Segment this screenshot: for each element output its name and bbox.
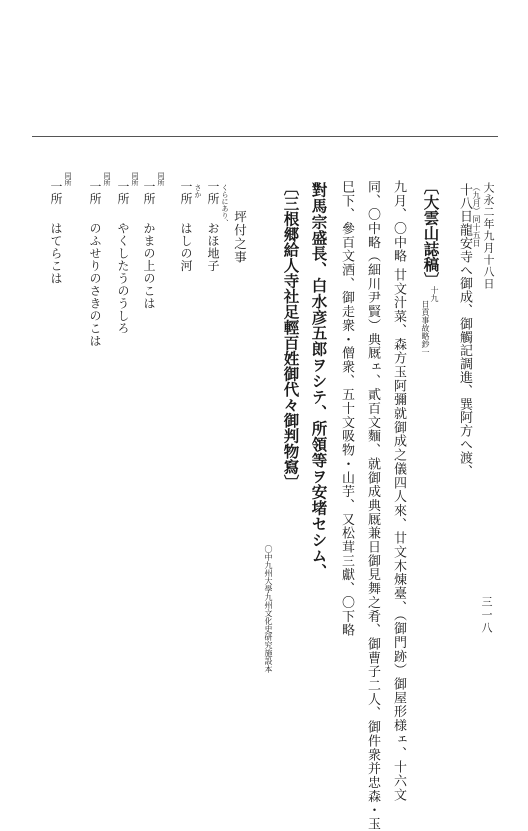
item-6-label: 一所 — [49, 180, 63, 205]
body-line-4: 巳下、參百文酒、御走衆・僧衆、五十文吸物・山芋、又松茸三獻、〇下略 — [339, 180, 354, 638]
item-1-label: 一所 — [206, 180, 220, 205]
item-4-label: 一所 — [116, 180, 130, 205]
running-head-date: 大永二年九月十八日 — [482, 182, 495, 290]
item-4-text: やくしたうのうしろ — [116, 222, 130, 335]
header-rule — [32, 136, 498, 137]
source1-note-num: 十九 — [430, 286, 439, 302]
item-5-label: 一所 — [88, 180, 102, 205]
item-3-label: 一所 — [142, 180, 156, 205]
doc-title: 坪付之事 — [232, 210, 248, 264]
source1-title: 〔大雲山誌稿〕 — [421, 179, 441, 288]
item-1-marker: くらにあり、 — [221, 184, 229, 226]
body-line-2: 九月、〇中略 廿文汁菜、森方玉阿彌就御成之儀四人來、廿文木煉臺、（御門跡）御屋形様ェ、十六文 — [391, 180, 406, 802]
body-line-3: 同、〇中略（細川尹賢）典厩ェ、貳百文麵、就御成典厩兼日御見舞之肴、御曹子二人、御件衆并忠森・玉 — [365, 180, 380, 831]
item-6-text: はてらこは — [49, 222, 63, 285]
item-5-marker: 同所 — [103, 172, 111, 186]
item-1-text: おほ地子 — [206, 222, 220, 272]
source1-note: 日貢事故略鈔一 — [421, 300, 430, 356]
item-5-text: のふせりのさきのこは — [88, 222, 102, 347]
source2-note: 〇中九州大學九州文化史研究施設本 — [264, 545, 273, 673]
item-2-marker: さか — [194, 184, 202, 198]
item-3-marker: 同所 — [157, 172, 165, 186]
line1-text: 十八日龍安寺へ御成、御觸記調進、巽阿方へ渡、 — [457, 183, 472, 478]
item-6-marker: 同所 — [64, 172, 72, 186]
source2-title: 〔三根郷給人寺社足輕百姓御代々御判物寫〕 — [281, 180, 301, 490]
item-2-text: はしの河 — [179, 222, 193, 272]
line1-note: （九月）同十五日 — [472, 183, 481, 247]
page-number: 三一八 — [480, 596, 493, 635]
body-line-5: 對馬宗盛長、白水彦五郎ヲシテ、所領等ヲ安堵セシム、 — [309, 182, 329, 580]
item-4-marker: 同所 — [131, 172, 139, 186]
item-3-text: かまの上のこは — [142, 222, 156, 310]
item-2-label: 一所 — [179, 180, 193, 205]
